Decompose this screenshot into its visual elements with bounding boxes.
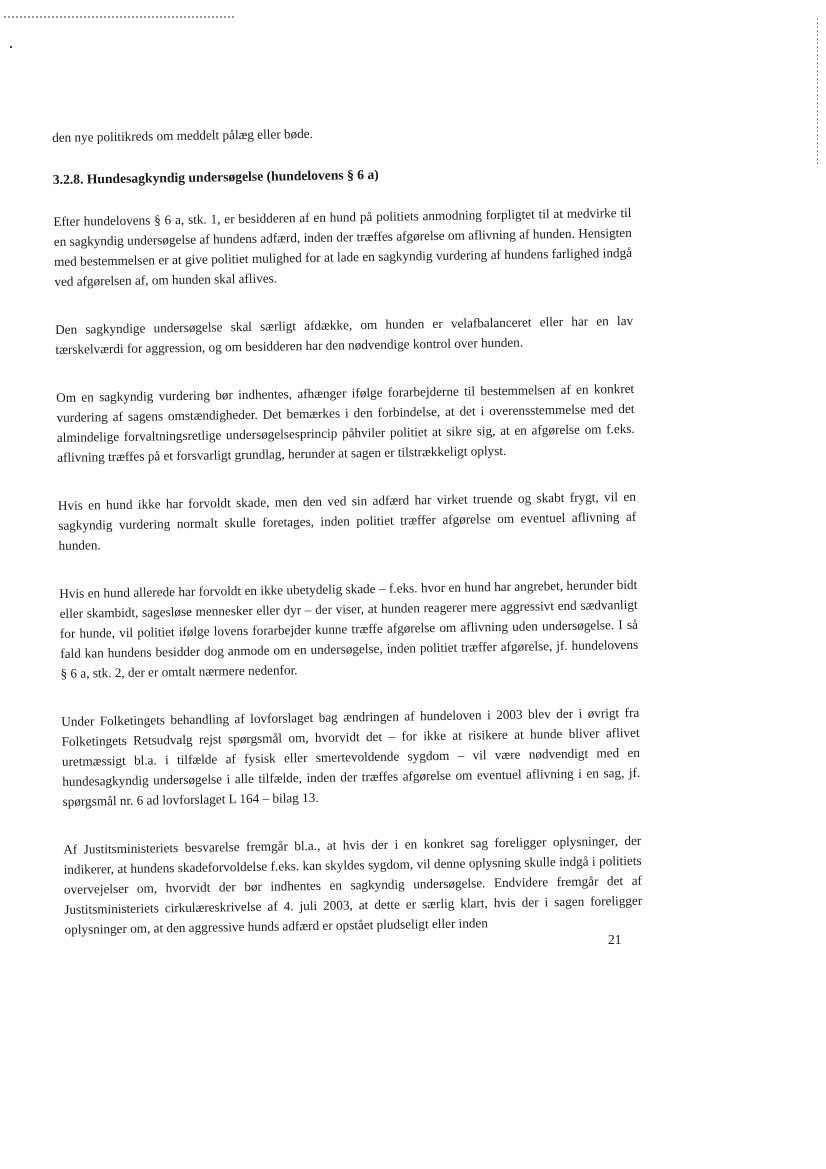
section-heading: 3.2.8. Hundesagkyndig undersøgelse (hundelovens § 6 a) (52, 166, 379, 187)
scan-artifact-dot (10, 46, 12, 48)
paragraph: Af Justitsministeriets besvarelse fremgår bl.a., at hvis der i en konkret sag foreligger oplysninger, der indikerer, at hundens skadeforvoldelse f.eks. kan skyldes sygdom, vil denne oplysning skulle indgå i politiets overvejelser om, hvorvidt der bør indhentes en sagkyndig undersøgelse. Endvidere fremgår det af Justitsministeriets cirkulæreskrivelse af 4. juli 2003, at dette er særlig klart, hvis der i sagen foreligger oplysninger om, at den aggressive hunds adfærd er opstået pludseligt eller inden (63, 832, 643, 937)
paragraph: Hvis en hund ikke har forvoldt skade, men den ved sin adfærd har virket truende og skabt frygt, vil en sagkyndig vurdering normalt skulle foretages, inden politiet træffer afgørelse om eventuel aflivning af hunden. (57, 488, 637, 553)
scan-artifact-top (4, 16, 236, 18)
paragraph: Under Folketingets behandling af lovforslaget bag ændringen af hundeloven i 2003 blev der i øvrigt fra Folketingets Retsudvalg rejst spørgsmål om, hvorvidt det – for ikke at risikere at hunde bliver aflivet uretmæssigt bl.a. i tilfælde af fysisk eller smertevoldende sygdom – vil være nødvendigt med en hundesagkyndig undersøgelse i alle tilfælde, inden der træffes afgørelse om eventuel aflivning i en sag, jf. spørgsmål nr. 6 ad lovforslaget L 164 – bilag 13. (61, 704, 641, 809)
scan-artifact-right (817, 18, 818, 166)
paragraph: Efter hundelovens § 6 a, stk. 1, er besidderen af en hund på politiets anmodning forpligtet til at medvirke til en sagkyndig undersøgelse af hundens adfærd, inden der træffes afgørelse om aflivning af hunden. Hensigten med bestemmelsen er at give politiet mulighed for at lade en sagkyndig vurdering af hundens farlighed indgå ved afgørelsen af, om hunden skal aflives. (53, 204, 633, 289)
document-body (52, 119, 643, 968)
page-number: 21 (608, 932, 622, 947)
intro-line: den nye politikreds om meddelt pålæg eller bøde. (52, 125, 314, 145)
paragraph: Hvis en hund allerede har forvoldt en ikke ubetydelig skade – f.eks. hvor en hund har angrebet, herunder bidt eller skambidt, sagesløse mennesker eller dyr – der viser, at hunden reagerer mere aggressivt end sædvanligt for hunde, vil politiet ifølge lovens forarbejder kunne træffe afgørelse om aflivning uden undersøgelse. I så fald kan hundens besidder dog anmode om en undersøgelse, inden politiet træffer afgørelse, jf. hundelovens § 6 a, stk. 2, der er omtalt nærmere nedenfor. (59, 576, 639, 681)
paragraph: Den sagkyndige undersøgelse skal særligt afdække, om hunden er velafbalanceret eller har en lav tærskelværdi for aggression, og om besidderen har den nødvendige kontrol over hunden. (55, 312, 634, 357)
paragraph: Om en sagkyndig vurdering bør indhentes, afhænger ifølge forarbejderne til bestemmelsen af en konkret vurdering af sagens omstændigheder. Det bemærkes i den forbindelse, at det i overensstemmelse med det almindelige forvaltningsretlige undersøgelsesprincip påhviler politiet at sikre sig, at en afgørelse om f.eks. aflivning træffes på et forsvarligt grundlag, herunder at sagen er tilstrækkeligt oplyst. (56, 380, 635, 465)
